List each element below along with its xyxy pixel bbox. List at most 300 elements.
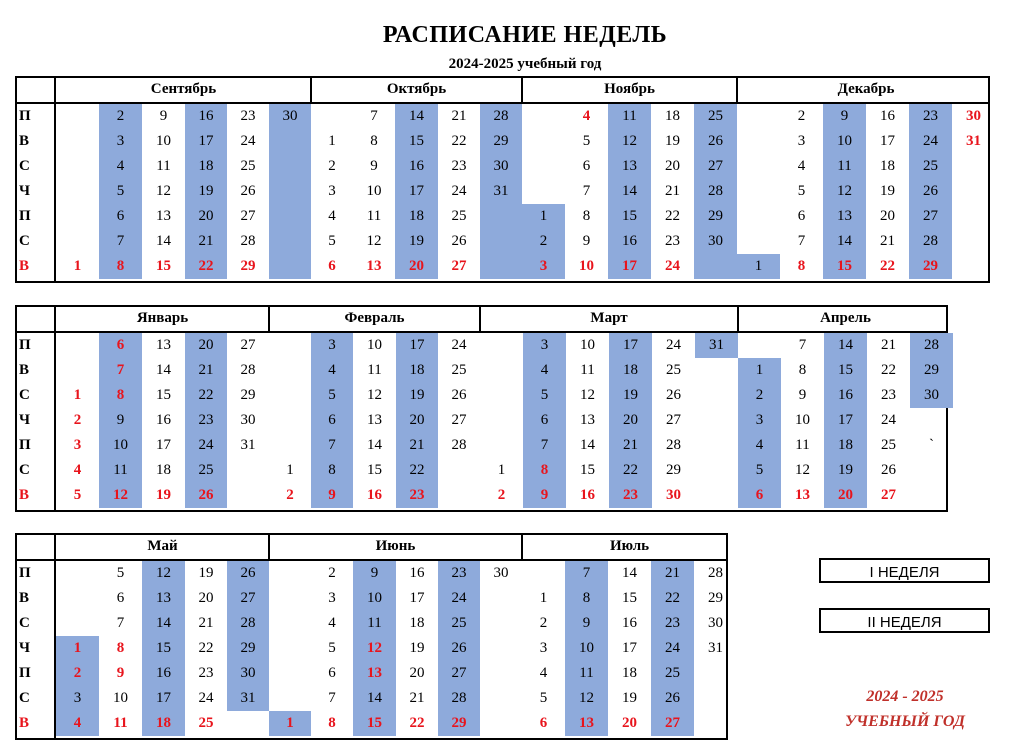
date-cell: 5 (116, 183, 125, 199)
date-cell: 20 (623, 412, 638, 428)
month-name: Май (147, 538, 178, 554)
day-label: П (19, 437, 31, 453)
date-cell: 20 (665, 158, 680, 174)
date-cell: 1 (286, 715, 294, 731)
date-cell: 15 (409, 133, 424, 149)
date-cell: 2 (286, 487, 294, 503)
date-cell: 8 (116, 640, 125, 656)
date-cell: 28 (924, 337, 939, 353)
date-cell: 12 (580, 387, 595, 403)
date-cell: 10 (156, 133, 171, 149)
date-cell: 4 (73, 715, 82, 731)
date-cell: 24 (198, 437, 214, 453)
date-cell: 5 (328, 387, 336, 403)
date-cell: 26 (451, 640, 467, 656)
date-cell: 4 (328, 362, 336, 378)
date-cell: 21 (880, 233, 895, 249)
date-cell: 8 (116, 258, 125, 274)
date-cell: 15 (156, 258, 171, 274)
day-label: В (19, 715, 30, 731)
date-cell: 7 (328, 690, 336, 706)
date-cell: 5 (328, 233, 336, 249)
date-cell: 10 (367, 337, 382, 353)
date-cell: 15 (156, 640, 171, 656)
date-cell: 22 (665, 590, 680, 606)
date-cell: 3 (328, 337, 336, 353)
legend-week2-label: II НЕДЕЛЯ (867, 614, 942, 631)
date-cell: 29 (240, 258, 256, 274)
date-cell: 1 (539, 590, 548, 606)
date-cell: 20 (622, 715, 637, 731)
date-cell: 30 (708, 233, 723, 249)
day-label: С (19, 158, 30, 174)
date-cell: 9 (582, 233, 591, 249)
date-cell: 7 (116, 233, 125, 249)
grid-line (15, 76, 17, 283)
date-cell: 15 (156, 387, 171, 403)
day-label: П (19, 108, 31, 124)
date-cell: 22 (409, 715, 425, 731)
month-name: Февраль (344, 310, 405, 326)
date-cell: 4 (540, 362, 549, 378)
day-label: В (19, 362, 30, 378)
date-cell: 21 (409, 437, 425, 453)
date-cell: 8 (797, 258, 806, 274)
legend-week1 (819, 558, 990, 583)
date-cell: 12 (367, 387, 382, 403)
date-cell: 6 (540, 412, 549, 428)
date-cell: 8 (798, 362, 807, 378)
day-label: В (19, 590, 30, 606)
date-cell: 30 (966, 108, 981, 124)
date-cell: 1 (328, 133, 336, 149)
date-cell: 23 (451, 565, 467, 581)
day-label: П (19, 565, 31, 581)
date-cell: 27 (451, 258, 467, 274)
date-cell: 22 (881, 362, 896, 378)
date-cell: 12 (367, 640, 382, 656)
date-cell: 27 (708, 158, 723, 174)
date-cell: 24 (666, 337, 681, 353)
date-cell: 18 (156, 462, 171, 478)
date-cell: 14 (156, 615, 171, 631)
date-cell: 14 (838, 337, 853, 353)
grid-line (15, 533, 17, 740)
date-cell: 27 (240, 208, 256, 224)
date-cell: 23 (451, 158, 467, 174)
date-cell: 14 (622, 183, 637, 199)
date-cell: 8 (540, 462, 549, 478)
date-cell: 4 (116, 158, 125, 174)
date-cell: 18 (198, 158, 214, 174)
legend-week1-label: I НЕДЕЛЯ (869, 564, 940, 581)
date-cell: 6 (328, 258, 336, 274)
calendar-block (0, 76, 1028, 281)
date-cell: 23 (409, 487, 425, 503)
date-cell: 22 (451, 133, 467, 149)
date-cell: 19 (622, 690, 637, 706)
date-cell: 27 (240, 590, 256, 606)
date-cell: 12 (579, 690, 594, 706)
grid-line (54, 76, 56, 283)
date-cell: 2 (73, 665, 82, 681)
date-cell: 2 (797, 108, 806, 124)
day-label: С (19, 462, 30, 478)
date-cell: 5 (797, 183, 806, 199)
month-divider (521, 76, 523, 104)
date-cell: 16 (198, 108, 214, 124)
date-cell: 7 (370, 108, 378, 124)
date-cell: 24 (240, 133, 256, 149)
date-cell: 20 (880, 208, 895, 224)
date-cell: 17 (622, 258, 637, 274)
date-cell: 6 (328, 412, 336, 428)
date-cell: 19 (198, 565, 214, 581)
date-cell: 31 (708, 640, 723, 656)
date-cell: 29 (493, 133, 509, 149)
date-cell: 9 (116, 665, 125, 681)
date-cell: 1 (497, 462, 506, 478)
date-cell: 22 (198, 387, 214, 403)
date-cell: 26 (881, 462, 896, 478)
grid-line (15, 76, 990, 78)
page-subtitle: 2024-2025 учебный год (448, 56, 602, 72)
date-cell: 12 (156, 565, 171, 581)
date-cell: 27 (240, 337, 256, 353)
date-cell: 11 (366, 208, 382, 224)
date-cell: 16 (880, 108, 895, 124)
date-cell: 23 (665, 615, 680, 631)
date-cell: 1 (73, 387, 82, 403)
date-cell: 19 (409, 387, 425, 403)
date-cell: 31 (966, 133, 981, 149)
date-cell: 23 (240, 108, 256, 124)
date-cell: 24 (451, 590, 467, 606)
month-divider (737, 305, 739, 333)
date-cell: 31 (240, 437, 256, 453)
date-cell: 11 (837, 158, 852, 174)
date-cell: 16 (409, 158, 424, 174)
date-cell: 13 (579, 715, 594, 731)
date-cell: 2 (755, 387, 764, 403)
date-cell: 24 (923, 133, 938, 149)
date-cell: 12 (622, 133, 637, 149)
date-cell: 15 (837, 258, 852, 274)
date-cell: 3 (73, 690, 82, 706)
date-cell: 17 (156, 690, 171, 706)
date-cell: 5 (540, 387, 549, 403)
day-label: В (19, 487, 30, 503)
date-cell: 20 (198, 590, 214, 606)
footer-label: УЧЕБНЫЙ ГОД (845, 713, 965, 730)
date-cell: 10 (113, 437, 128, 453)
date-cell: 9 (116, 412, 125, 428)
date-cell: 14 (409, 108, 424, 124)
date-cell: 13 (837, 208, 852, 224)
date-cell: 7 (540, 437, 549, 453)
date-cell: 16 (156, 412, 171, 428)
date-cell: 1 (73, 640, 82, 656)
date-cell: 13 (156, 590, 171, 606)
month-name: Декабрь (837, 81, 895, 97)
date-cell: 24 (881, 412, 896, 428)
date-cell: 21 (409, 690, 425, 706)
date-cell: 6 (797, 208, 806, 224)
month-name: Апрель (820, 310, 871, 326)
date-cell: 22 (198, 258, 214, 274)
date-cell: 19 (880, 183, 895, 199)
date-cell: 10 (367, 590, 382, 606)
date-cell: 11 (156, 158, 171, 174)
date-cell: 12 (156, 183, 171, 199)
date-cell: 21 (198, 362, 214, 378)
date-cell: 27 (665, 715, 680, 731)
date-cell: 14 (367, 690, 382, 706)
date-cell: 2 (497, 487, 506, 503)
date-cell: 25 (451, 615, 467, 631)
date-cell: 27 (666, 412, 681, 428)
date-cell: 22 (409, 462, 425, 478)
date-cell: 15 (580, 462, 595, 478)
page-title: РАСПИСАНИЕ НЕДЕЛЬ (382, 22, 668, 48)
date-cell: 23 (923, 108, 938, 124)
date-cell: 11 (579, 665, 594, 681)
footer-year: 2024 - 2025 (866, 688, 944, 705)
date-cell: 16 (367, 487, 382, 503)
date-cell: 9 (798, 387, 807, 403)
date-cell: 2 (73, 412, 82, 428)
date-cell: 6 (328, 665, 336, 681)
date-cell: 28 (666, 437, 681, 453)
date-cell: 17 (156, 437, 171, 453)
date-cell: 29 (708, 590, 723, 606)
date-cell: 18 (623, 362, 638, 378)
date-cell: 25 (708, 108, 723, 124)
date-cell: 30 (240, 665, 256, 681)
date-cell: 11 (113, 715, 128, 731)
date-cell: 17 (409, 183, 424, 199)
date-cell: 18 (665, 108, 680, 124)
date-cell: 3 (539, 258, 548, 274)
date-cell: 19 (623, 387, 638, 403)
date-cell: 19 (665, 133, 680, 149)
month-name: Март (590, 310, 628, 326)
date-cell: 30 (493, 158, 509, 174)
date-cell: 4 (328, 208, 336, 224)
date-cell: 2 (328, 565, 336, 581)
date-cell: 30 (708, 615, 723, 631)
date-cell: 27 (451, 665, 467, 681)
date-cell: 13 (366, 258, 382, 274)
day-label: П (19, 665, 31, 681)
day-label: С (19, 615, 30, 631)
date-cell: 30 (666, 487, 681, 503)
date-cell: 7 (582, 565, 591, 581)
date-cell: 23 (198, 412, 214, 428)
month-name: Июль (609, 538, 650, 554)
date-cell: 7 (797, 233, 806, 249)
date-cell: 1 (754, 258, 763, 274)
date-cell: 16 (409, 565, 425, 581)
day-label: В (19, 258, 30, 274)
grid-line (15, 305, 17, 512)
date-cell: 6 (116, 590, 125, 606)
date-cell: 6 (116, 337, 125, 353)
date-cell: 25 (451, 208, 467, 224)
date-cell: 27 (451, 412, 467, 428)
date-cell: 10 (837, 133, 852, 149)
date-cell: 9 (159, 108, 168, 124)
date-cell: 26 (708, 133, 723, 149)
date-cell: 28 (493, 108, 509, 124)
date-cell: 2 (116, 108, 125, 124)
month-divider (310, 76, 312, 104)
date-cell: 21 (881, 337, 896, 353)
date-cell: 14 (622, 565, 637, 581)
date-cell: 30 (924, 387, 939, 403)
grid-line (15, 305, 948, 307)
date-cell: 29 (451, 715, 467, 731)
date-cell: 28 (923, 233, 938, 249)
calendar-block (0, 305, 1028, 510)
date-cell: 24 (665, 258, 680, 274)
day-label: С (19, 233, 30, 249)
date-cell: 18 (880, 158, 895, 174)
date-cell: 30 (240, 412, 256, 428)
date-cell: 11 (367, 615, 382, 631)
date-cell: 17 (409, 590, 425, 606)
date-cell: 11 (113, 462, 128, 478)
date-cell: 29 (666, 462, 681, 478)
date-cell: 16 (838, 387, 853, 403)
date-cell: 14 (580, 437, 595, 453)
date-cell: 31 (709, 337, 724, 353)
month-name: Июнь (375, 538, 416, 554)
date-cell: 29 (240, 387, 256, 403)
date-cell: 8 (328, 715, 336, 731)
month-name: Ноябрь (604, 81, 655, 97)
date-cell: 31 (493, 183, 509, 199)
date-cell: 4 (328, 615, 336, 631)
date-cell: 14 (837, 233, 852, 249)
date-cell: 25 (923, 158, 938, 174)
date-cell: 26 (923, 183, 938, 199)
date-cell: 2 (539, 615, 548, 631)
date-cell: 11 (367, 362, 382, 378)
date-cell: 1 (73, 258, 82, 274)
date-cell: 18 (409, 615, 425, 631)
date-cell: 3 (73, 437, 82, 453)
date-cell: 7 (328, 437, 336, 453)
date-cell: 12 (366, 233, 382, 249)
date-cell: 18 (156, 715, 171, 731)
date-cell: 2 (328, 158, 336, 174)
date-cell: 20 (198, 337, 214, 353)
date-cell: 18 (622, 665, 637, 681)
date-cell: 22 (880, 258, 895, 274)
date-cell: 31 (240, 690, 256, 706)
date-cell: 17 (880, 133, 895, 149)
date-cell: 21 (665, 565, 680, 581)
date-cell: 28 (240, 362, 256, 378)
date-cell: 5 (582, 133, 591, 149)
date-cell: 18 (409, 362, 425, 378)
date-cell: 13 (795, 487, 810, 503)
date-cell: 1 (539, 208, 548, 224)
date-cell: 19 (156, 487, 171, 503)
date-cell: 28 (451, 437, 467, 453)
date-cell: 19 (409, 640, 425, 656)
date-cell: 26 (240, 565, 256, 581)
date-cell: 17 (198, 133, 214, 149)
date-cell: 21 (665, 183, 680, 199)
date-cell: 10 (113, 690, 128, 706)
date-cell: 1 (755, 362, 764, 378)
date-cell: 4 (73, 462, 82, 478)
date-cell: 6 (116, 208, 125, 224)
date-cell: 21 (198, 615, 214, 631)
date-cell: 25 (198, 462, 214, 478)
date-cell: 9 (328, 487, 336, 503)
month-divider (268, 533, 270, 561)
date-cell: 1 (286, 462, 294, 478)
date-cell: 19 (409, 233, 424, 249)
date-cell: 16 (622, 615, 637, 631)
date-cell: 28 (240, 233, 256, 249)
date-cell: 4 (539, 665, 548, 681)
date-cell: 3 (328, 590, 336, 606)
date-cell: 27 (881, 487, 896, 503)
date-cell: 27 (923, 208, 938, 224)
date-cell: 13 (580, 412, 595, 428)
date-cell: 13 (367, 665, 382, 681)
month-divider (736, 76, 738, 104)
date-cell: 18 (838, 437, 853, 453)
date-cell: 10 (795, 412, 810, 428)
date-cell: 13 (156, 208, 171, 224)
date-cell: 3 (797, 133, 806, 149)
date-cell: 14 (156, 362, 171, 378)
date-cell: 25 (666, 362, 681, 378)
date-cell: 9 (540, 487, 549, 503)
date-cell: 8 (328, 462, 336, 478)
date-cell: 17 (838, 412, 853, 428)
legend-week2 (819, 608, 990, 633)
date-cell: 11 (622, 108, 637, 124)
date-cell: 9 (840, 108, 849, 124)
date-cell: 5 (539, 690, 548, 706)
day-label: С (19, 690, 30, 706)
date-cell: 17 (623, 337, 638, 353)
month-name: Январь (136, 310, 189, 326)
date-cell: 8 (582, 590, 591, 606)
date-cell: 7 (582, 183, 591, 199)
date-cell: 10 (366, 183, 382, 199)
date-cell: 24 (451, 337, 467, 353)
date-cell: 29 (240, 640, 256, 656)
date-cell: 5 (328, 640, 336, 656)
date-cell: 10 (579, 640, 594, 656)
day-label: С (19, 387, 30, 403)
date-cell: 9 (370, 158, 378, 174)
grid-line (15, 510, 948, 512)
date-cell: ` (929, 437, 934, 453)
date-cell: 13 (156, 337, 171, 353)
date-cell: 20 (409, 412, 425, 428)
date-cell: 25 (665, 665, 680, 681)
date-cell: 3 (755, 412, 764, 428)
date-cell: 21 (623, 437, 638, 453)
